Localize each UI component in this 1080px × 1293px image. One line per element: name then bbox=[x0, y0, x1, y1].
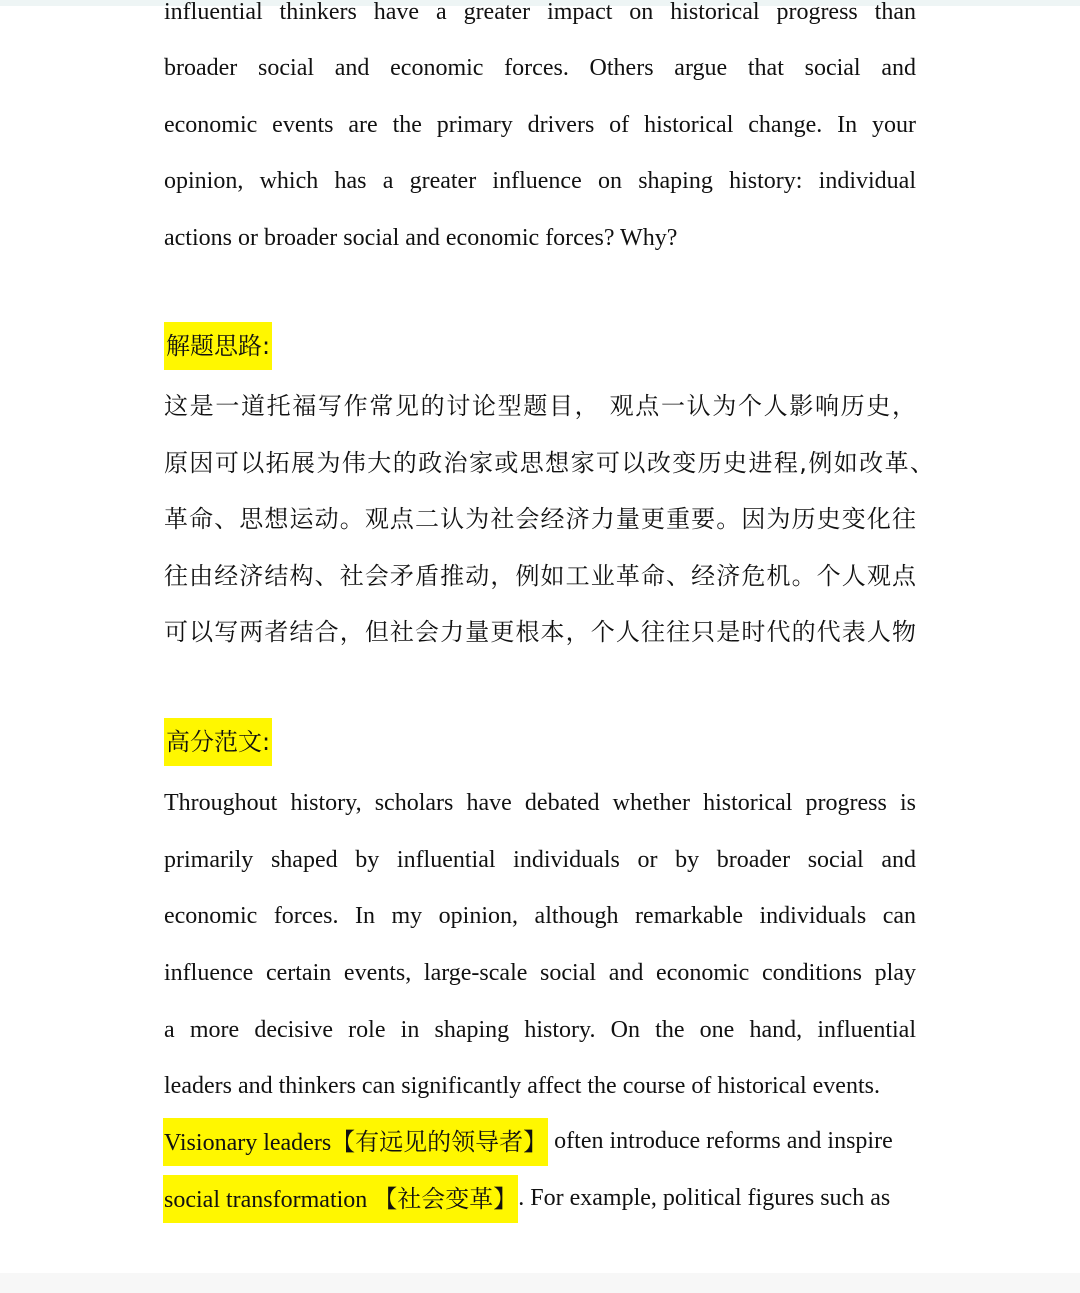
question-line: broader social and economic forces. Others argue that social and bbox=[164, 55, 916, 81]
analysis-line: 可以写两者结合，但社会力量更根本，个人往往只是时代的代表人物 bbox=[164, 618, 916, 646]
essay-line: leaders and thinkers can significantly affect the course of historical events. bbox=[164, 1073, 880, 1099]
question-line: opinion, which has a greater influence on shaping history: individual bbox=[164, 168, 916, 194]
essay-heading: 高分范文: bbox=[164, 718, 272, 766]
essay-line: influence certain events, large-scale social and economic conditions play bbox=[164, 960, 916, 986]
essay-text: . For example, political figures such as bbox=[518, 1185, 891, 1211]
vocab-highlight bbox=[163, 1175, 518, 1223]
analysis-line: 往由经济结构、社会矛盾推动，例如工业革命、经济危机。个人观点 bbox=[164, 562, 916, 590]
essay-line: primarily shaped by influential individuals or by broader social and bbox=[164, 847, 916, 873]
essay-line: a more decisive role in shaping history. On the one hand, influential bbox=[164, 1017, 916, 1043]
analysis-line: 革命、思想运动。观点二认为社会经济力量更重要。因为历史变化往 bbox=[164, 505, 916, 533]
vocab-highlight bbox=[163, 1118, 548, 1166]
essay-line: Throughout history, scholars have debated whether historical progress is bbox=[164, 790, 916, 816]
essay-text: often introduce reforms and inspire bbox=[548, 1128, 893, 1154]
vocab-term-zh: 【社会变革】 bbox=[373, 1185, 518, 1214]
essay-line: economic forces. In my opinion, although remarkable individuals can bbox=[164, 903, 916, 929]
question-line: economic events are the primary drivers of historical change. In your bbox=[164, 112, 916, 138]
analysis-heading: 解题思路: bbox=[164, 322, 272, 370]
vocab-term-zh: 【有远见的领导者】 bbox=[331, 1128, 548, 1157]
vocab-term-en: social transformation bbox=[164, 1187, 374, 1214]
bottom-edge bbox=[0, 1273, 1080, 1293]
question-line: actions or broader social and economic forces? Why? bbox=[164, 225, 678, 251]
analysis-line: 这是一道托福写作常见的讨论型题目， 观点一认为个人影响历史， bbox=[164, 392, 916, 420]
vocab-term-en: Visionary leaders bbox=[164, 1130, 332, 1157]
question-line: influential thinkers have a greater impact on historical progress than bbox=[164, 0, 916, 25]
essay-line-highlighted bbox=[164, 1174, 934, 1222]
essay-line-highlighted bbox=[164, 1117, 934, 1165]
analysis-line: 原因可以拓展为伟大的政治家或思想家可以改变历史进程,例如改革、 bbox=[164, 449, 934, 477]
